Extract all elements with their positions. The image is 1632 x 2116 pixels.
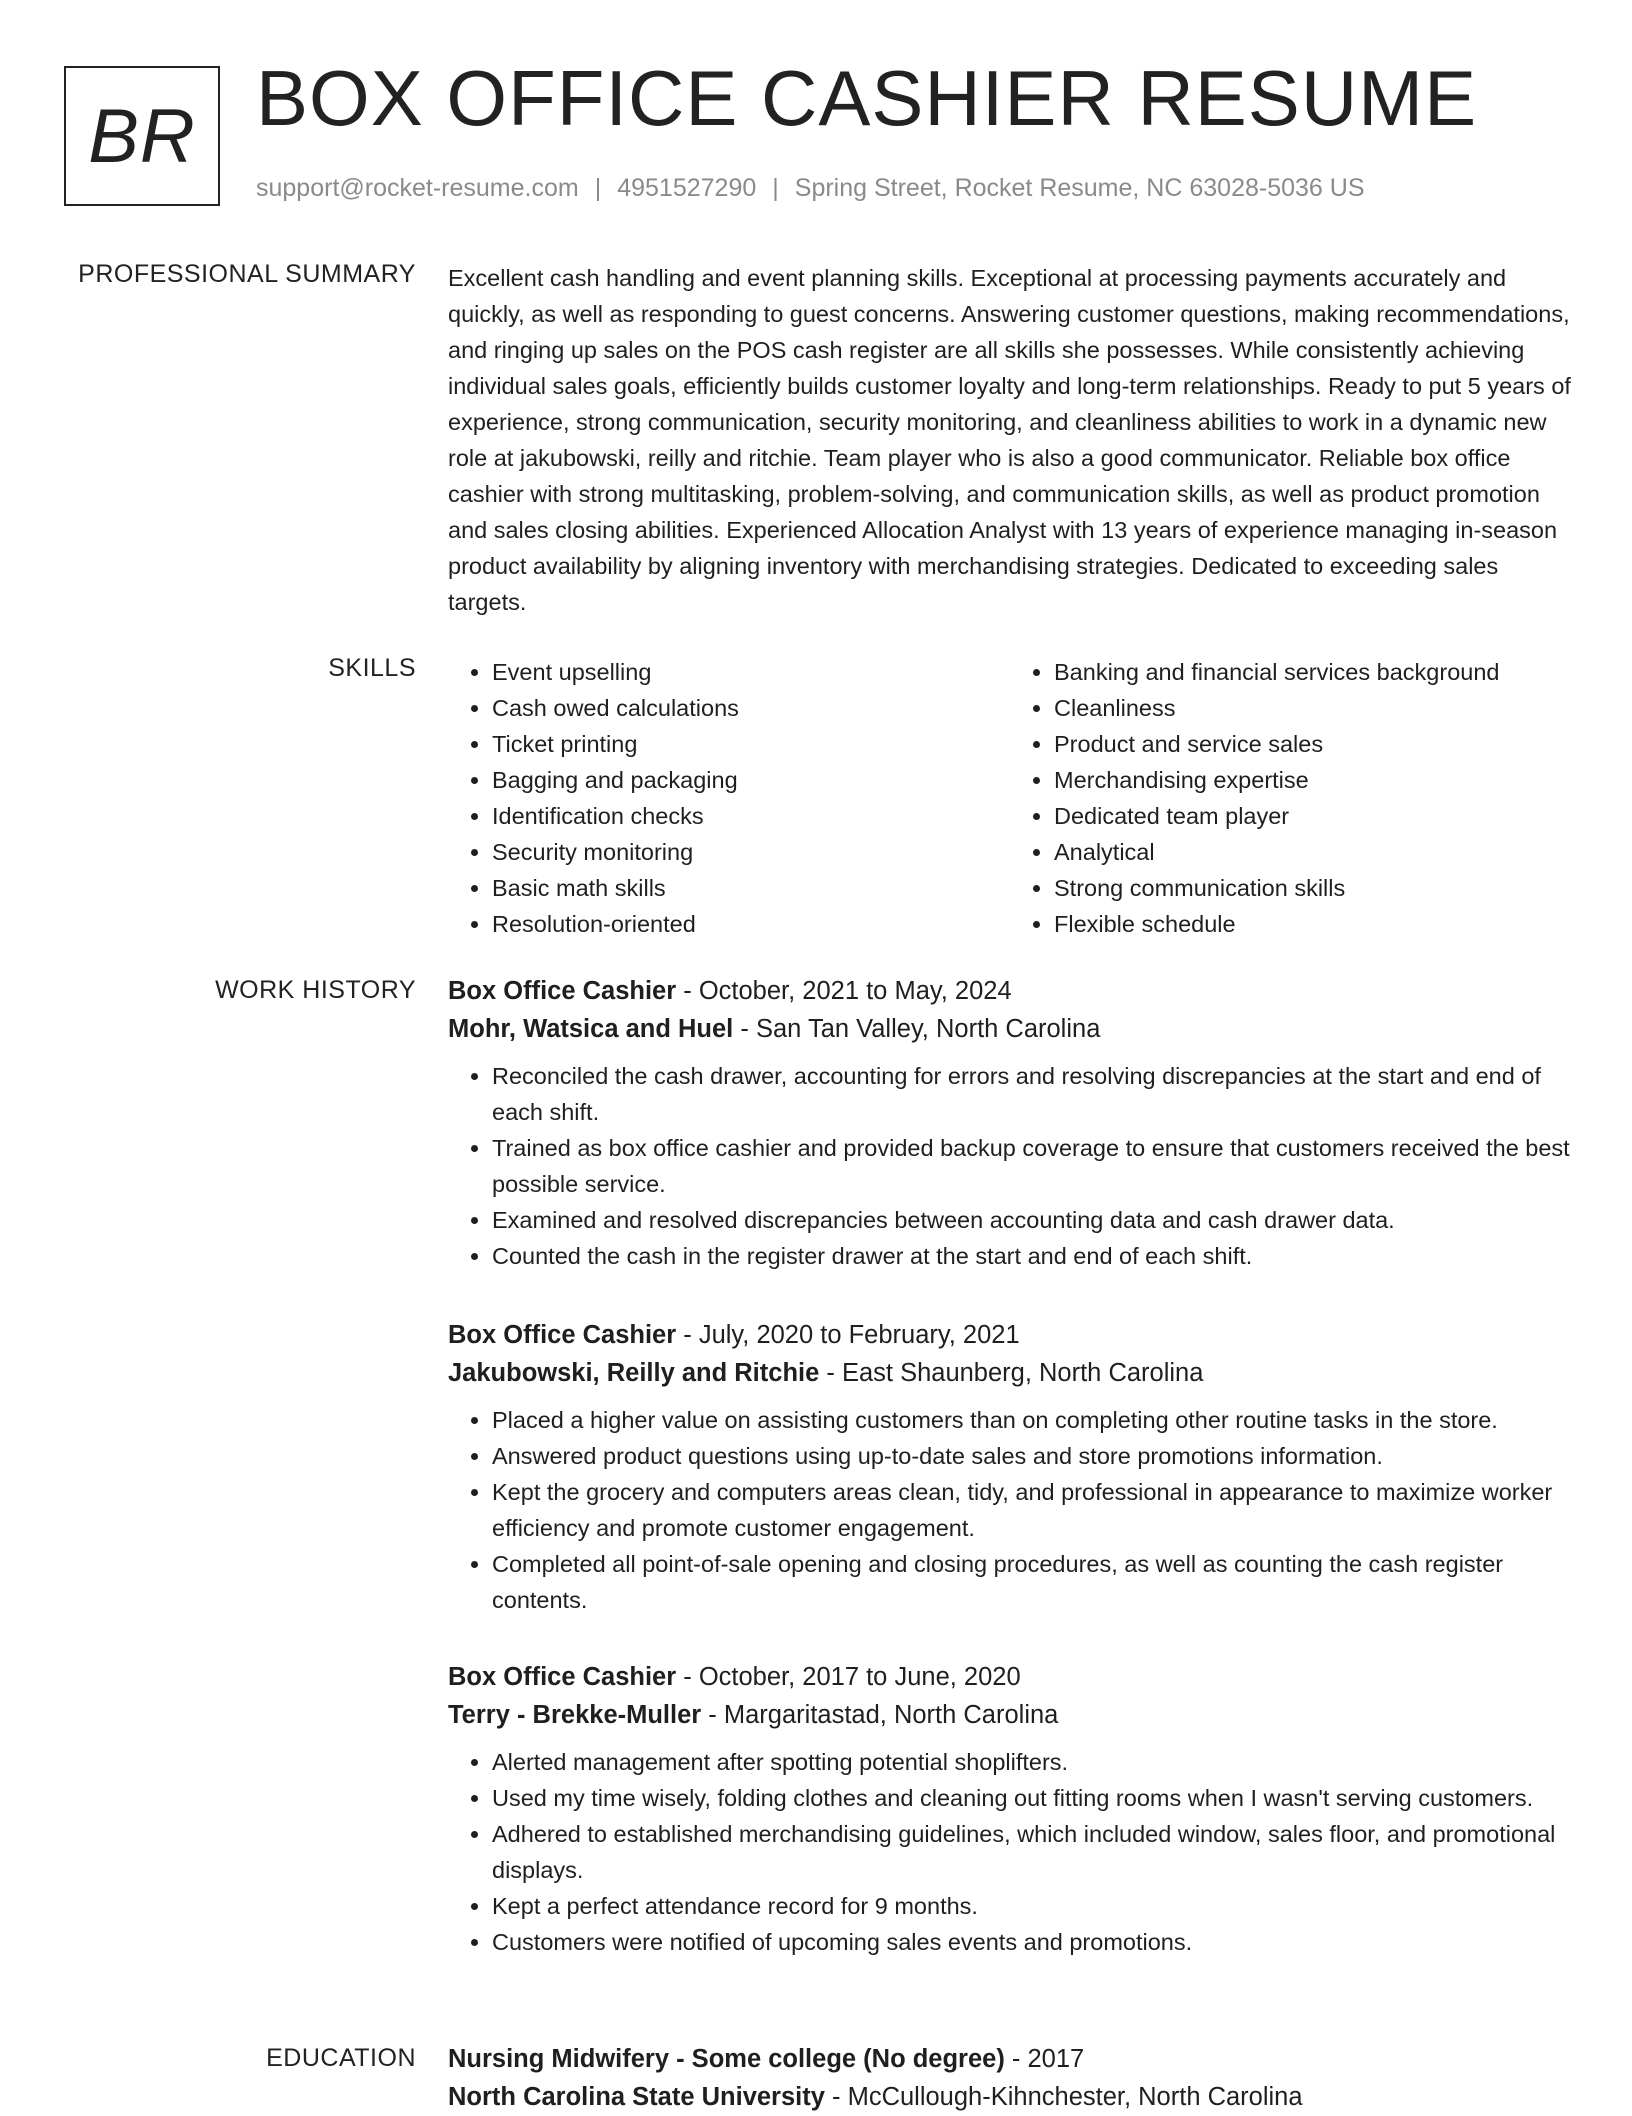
skill-item: • Cash owed calculations <box>492 690 1010 726</box>
education-location: - McCullough-Kihnchester, North Carolina <box>824 2083 1303 2111</box>
job-company-line <box>448 1354 1572 1392</box>
job-company-line <box>448 1696 1572 1734</box>
section-heading: SKILLS <box>328 654 416 682</box>
skill-item: • Strong communication skills <box>1054 870 1572 906</box>
job-bullet: • Placed a higher value on assisting customers than on completing other routine tasks in the store. <box>492 1402 1572 1438</box>
job-dates: - July, 2020 to February, 2021 <box>676 1321 1020 1349</box>
contact-email[interactable]: support@rocket-resume.com <box>256 174 579 202</box>
skill-item: • Cleanliness <box>1054 690 1572 726</box>
job-title: Box Office Cashier <box>448 1663 677 1691</box>
skill-item: • Product and service sales <box>1054 726 1572 762</box>
job-bullet: • Used my time wisely, folding clothes and cleaning out fitting rooms when I wasn't serving customers. <box>492 1780 1572 1816</box>
section-heading: EDUCATION <box>266 2044 416 2072</box>
job-bullet: • Answered product questions using up-to-date sales and store promotions information. <box>492 1438 1572 1474</box>
skills-list-right <box>1010 654 1572 942</box>
skill-item: • Basic math skills <box>492 870 1010 906</box>
job-bullet: • Customers were notified of upcoming sales events and promotions. <box>492 1924 1572 1960</box>
contact-address: Spring Street, Rocket Resume, NC 63028-5036 US <box>794 174 1365 202</box>
job-title-line <box>448 1316 1572 1354</box>
job-title: Box Office Cashier <box>448 977 677 1005</box>
job-bullet: • Trained as box office cashier and provided backup coverage to ensure that customers received the best possible service. <box>492 1130 1572 1202</box>
job-location: - East Shaunberg, North Carolina <box>819 1359 1204 1387</box>
education-school: North Carolina State University <box>448 2083 825 2111</box>
job-company-line <box>448 1010 1572 1048</box>
skill-item: • Dedicated team player <box>1054 798 1572 834</box>
job-bullet: • Alerted management after spotting potential shoplifters. <box>492 1744 1572 1780</box>
job-entry <box>448 1658 1572 1960</box>
contact-separator: | <box>594 174 602 202</box>
monogram-logo: BR <box>64 66 220 206</box>
job-company: Terry - Brekke-Muller <box>448 1701 702 1729</box>
contact-separator: | <box>772 174 779 202</box>
job-title: Box Office Cashier <box>448 1321 677 1349</box>
education-degree-line <box>448 2040 1572 2078</box>
job-bullets <box>448 1744 1572 1960</box>
job-company: Mohr, Watsica and Huel <box>448 1015 734 1043</box>
job-bullets <box>448 1058 1572 1274</box>
skill-item: • Bagging and packaging <box>492 762 1010 798</box>
contact-phone[interactable]: 4951527290 <box>617 174 757 202</box>
job-bullet: • Adhered to established merchandising guidelines, which included window, sales floor, and promotional displays. <box>492 1816 1572 1888</box>
skill-item: • Event upselling <box>492 654 1010 690</box>
skills-list-left <box>448 654 1010 942</box>
resume-title: BOX OFFICE CASHIER RESUME <box>256 54 1478 142</box>
skill-item: • Resolution-oriented <box>492 906 1010 942</box>
job-title-line <box>448 972 1572 1010</box>
job-company: Jakubowski, Reilly and Ritchie <box>448 1359 820 1387</box>
skill-item: • Identification checks <box>492 798 1010 834</box>
job-bullet: • Reconciled the cash drawer, accounting for errors and resolving discrepancies at the start and end of each shift. <box>492 1058 1572 1130</box>
job-title-line <box>448 1658 1572 1696</box>
job-dates: - October, 2017 to June, 2020 <box>676 1663 1021 1691</box>
section-heading: PROFESSIONAL SUMMARY <box>78 260 416 288</box>
job-bullet: • Kept the grocery and computers areas clean, tidy, and professional in appearance to maximize worker efficiency and promote customer engagement. <box>492 1474 1572 1546</box>
summary-text: Excellent cash handling and event planning skills. Exceptional at processing payments accurately and quickly, as well as responding to guest concerns. Answering customer questions, making recommendations, and ringing up sales on the POS cash register are all skills she possesses. While consistently achieving individual sales goals, efficiently builds customer loyalty and long-term relationships. Ready to put 5 years of experience, strong communication, security monitoring, and cleanliness abilities to work in a dynamic new role at jakubowski, reilly and ritchie. Team player who is also a good communicator. Reliable box office cashier with strong multitasking, problem-solving, and communication skills, as well as product promotion and sales closing abilities. Experienced Allocation Analyst with 13 years of experience managing in-season product availability by aligning inventory with merchandising strategies. Dedicated to exceeding sales targets. <box>448 265 1571 615</box>
job-bullets <box>448 1402 1572 1618</box>
job-bullet: • Counted the cash in the register drawer at the start and end of each shift. <box>492 1238 1572 1274</box>
section-heading: WORK HISTORY <box>215 976 416 1004</box>
job-dates: - October, 2021 to May, 2024 <box>676 977 1012 1005</box>
job-bullet: • Kept a perfect attendance record for 9 months. <box>492 1888 1572 1924</box>
contact-line <box>256 174 1365 203</box>
skill-item: • Ticket printing <box>492 726 1010 762</box>
job-bullet: • Completed all point-of-sale opening and closing procedures, as well as counting the cash register contents. <box>492 1546 1572 1618</box>
skill-item: • Banking and financial services background <box>1054 654 1572 690</box>
job-location: - Margaritastad, North Carolina <box>701 1701 1059 1729</box>
job-entry <box>448 1316 1572 1618</box>
skill-item: • Flexible schedule <box>1054 906 1572 942</box>
skill-item: • Analytical <box>1054 834 1572 870</box>
education-year: - 2017 <box>1004 2045 1085 2073</box>
skill-item: • Security monitoring <box>492 834 1010 870</box>
job-entry <box>448 972 1572 1274</box>
skill-item: • Merchandising expertise <box>1054 762 1572 798</box>
education-degree: Nursing Midwifery - Some college (No degree) <box>448 2045 1005 2073</box>
job-location: - San Tan Valley, North Carolina <box>733 1015 1101 1043</box>
job-bullet: • Examined and resolved discrepancies between accounting data and cash drawer data. <box>492 1202 1572 1238</box>
education-school-line <box>448 2078 1572 2116</box>
